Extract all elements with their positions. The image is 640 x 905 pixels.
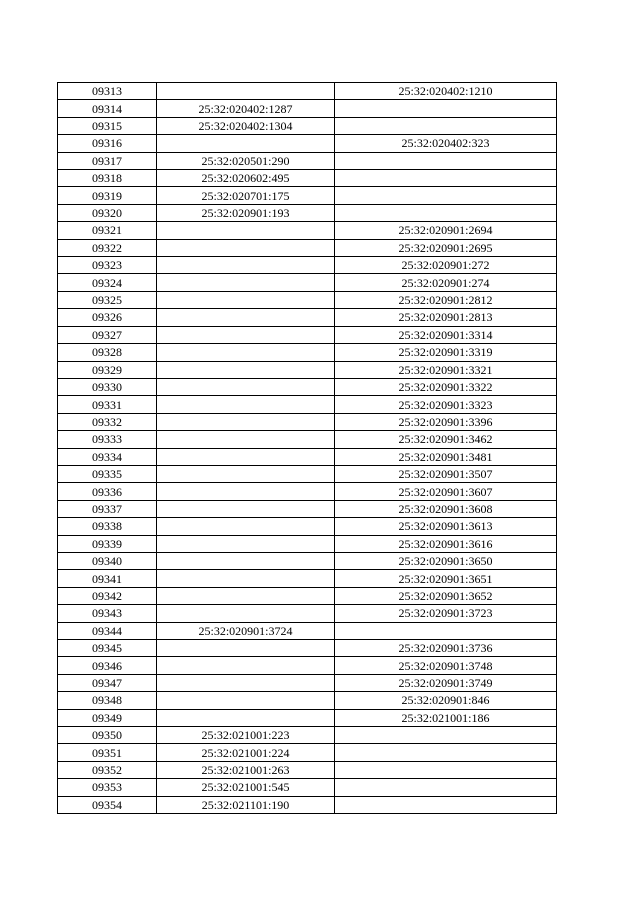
table-row: [58, 344, 557, 361]
row-number-cell: 09327: [58, 326, 157, 343]
row-number-cell: 09349: [58, 709, 157, 726]
row-number-cell: 09345: [58, 640, 157, 657]
cadastral-number-cell-b: 25:32:020901:3616: [335, 535, 557, 552]
row-number-cell: 09346: [58, 657, 157, 674]
cadastral-number-cell-a: 25:32:020701:175: [157, 187, 335, 204]
cadastral-number-cell-b: 25:32:020901:274: [335, 274, 557, 291]
cadastral-number-cell-b: 25:32:020901:3748: [335, 657, 557, 674]
cadastral-number-cell-a: [157, 518, 335, 535]
cadastral-number-cell-a: [157, 291, 335, 308]
cadastral-number-cell-b: 25:32:020402:323: [335, 135, 557, 152]
cadastral-number-cell-b: 25:32:020901:3319: [335, 344, 557, 361]
cadastral-number-cell-b: 25:32:020901:3608: [335, 500, 557, 517]
cadastral-number-cell-b: 25:32:020901:2812: [335, 291, 557, 308]
table-row: [58, 100, 557, 117]
cadastral-number-cell-b: [335, 100, 557, 117]
cadastral-number-cell-b: 25:32:020901:272: [335, 257, 557, 274]
cadastral-number-cell-b: [335, 170, 557, 187]
cadastral-number-cell-a: [157, 570, 335, 587]
cadastral-number-cell-a: [157, 709, 335, 726]
row-number-cell: 09319: [58, 187, 157, 204]
cadastral-number-cell-b: 25:32:020901:3723: [335, 605, 557, 622]
row-number-cell: 09313: [58, 83, 157, 100]
cadastral-number-cell-a: 25:32:021001:263: [157, 761, 335, 778]
table-row: [58, 465, 557, 482]
table-row: [58, 552, 557, 569]
table-row: [58, 257, 557, 274]
table-row: [58, 674, 557, 691]
cadastral-number-cell-a: 25:32:020402:1304: [157, 117, 335, 134]
cadastral-number-cell-b: 25:32:020901:3650: [335, 552, 557, 569]
cadastral-number-cell-a: [157, 361, 335, 378]
table-row: [58, 779, 557, 796]
cadastral-number-cell-a: [157, 640, 335, 657]
table-row: [58, 761, 557, 778]
row-number-cell: 09326: [58, 309, 157, 326]
table-row: [58, 727, 557, 744]
cadastral-number-cell-b: 25:32:020901:3321: [335, 361, 557, 378]
cadastral-number-cell-a: [157, 465, 335, 482]
cadastral-number-cell-b: 25:32:020901:3314: [335, 326, 557, 343]
cadastral-number-cell-b: [335, 727, 557, 744]
cadastral-number-cell-a: 25:32:021001:224: [157, 744, 335, 761]
cadastral-number-cell-b: 25:32:020901:3396: [335, 413, 557, 430]
cadastral-number-cell-a: 25:32:020901:193: [157, 204, 335, 221]
row-number-cell: 09321: [58, 222, 157, 239]
row-number-cell: 09348: [58, 692, 157, 709]
row-number-cell: 09314: [58, 100, 157, 117]
cadastral-number-cell-b: 25:32:020901:2695: [335, 239, 557, 256]
row-number-cell: 09351: [58, 744, 157, 761]
cadastral-number-cell-a: 25:32:020501:290: [157, 152, 335, 169]
cadastral-number-cell-b: [335, 622, 557, 639]
table-row: [58, 431, 557, 448]
cadastral-number-cell-b: 25:32:020901:3323: [335, 396, 557, 413]
cadastral-number-cell-b: 25:32:020901:846: [335, 692, 557, 709]
cadastral-number-cell-a: [157, 378, 335, 395]
cadastral-number-cell-a: 25:32:021001:545: [157, 779, 335, 796]
cadastral-number-cell-b: 25:32:020901:3507: [335, 465, 557, 482]
row-number-cell: 09315: [58, 117, 157, 134]
table-row: [58, 448, 557, 465]
table-row: [58, 309, 557, 326]
table-row: [58, 152, 557, 169]
table-row: [58, 692, 557, 709]
cadastral-number-cell-b: 25:32:020901:3749: [335, 674, 557, 691]
cadastral-number-cell-a: [157, 326, 335, 343]
row-number-cell: 09337: [58, 500, 157, 517]
table-row: [58, 622, 557, 639]
cadastral-number-cell-a: [157, 309, 335, 326]
table-row: [58, 239, 557, 256]
table-row: [58, 361, 557, 378]
cadastral-number-cell-b: [335, 744, 557, 761]
table-row: [58, 170, 557, 187]
row-number-cell: 09325: [58, 291, 157, 308]
cadastral-number-cell-b: 25:32:020901:3322: [335, 378, 557, 395]
row-number-cell: 09318: [58, 170, 157, 187]
cadastral-number-cell-a: [157, 535, 335, 552]
cadastral-number-cell-a: [157, 657, 335, 674]
table-row: [58, 640, 557, 657]
table-row: [58, 135, 557, 152]
cadastral-number-cell-a: 25:32:020402:1287: [157, 100, 335, 117]
cadastral-number-cell-a: [157, 587, 335, 604]
table-row: [58, 291, 557, 308]
row-number-cell: 09343: [58, 605, 157, 622]
cadastral-number-cell-b: [335, 796, 557, 813]
row-number-cell: 09322: [58, 239, 157, 256]
cadastral-number-cell-a: [157, 135, 335, 152]
row-number-cell: 09338: [58, 518, 157, 535]
table-row: [58, 605, 557, 622]
cadastral-number-table: [57, 82, 557, 814]
cadastral-number-cell-a: [157, 552, 335, 569]
table-row: [58, 396, 557, 413]
table-row: [58, 587, 557, 604]
row-number-cell: 09329: [58, 361, 157, 378]
table-row: [58, 657, 557, 674]
row-number-cell: 09333: [58, 431, 157, 448]
cadastral-number-cell-a: [157, 674, 335, 691]
row-number-cell: 09352: [58, 761, 157, 778]
cadastral-number-cell-a: [157, 396, 335, 413]
row-number-cell: 09339: [58, 535, 157, 552]
cadastral-number-cell-a: [157, 413, 335, 430]
cadastral-number-cell-b: [335, 761, 557, 778]
cadastral-number-cell-b: 25:32:020901:3462: [335, 431, 557, 448]
cadastral-number-cell-a: [157, 431, 335, 448]
cadastral-number-cell-b: 25:32:020901:3607: [335, 483, 557, 500]
cadastral-number-cell-b: [335, 779, 557, 796]
cadastral-number-cell-b: 25:32:020901:3613: [335, 518, 557, 535]
table-row: [58, 709, 557, 726]
cadastral-number-cell-b: 25:32:020901:3652: [335, 587, 557, 604]
cadastral-number-cell-a: [157, 605, 335, 622]
table-row: [58, 83, 557, 100]
row-number-cell: 09324: [58, 274, 157, 291]
cadastral-number-cell-b: 25:32:020901:2813: [335, 309, 557, 326]
row-number-cell: 09347: [58, 674, 157, 691]
row-number-cell: 09341: [58, 570, 157, 587]
row-number-cell: 09328: [58, 344, 157, 361]
cadastral-number-cell-a: [157, 448, 335, 465]
row-number-cell: 09320: [58, 204, 157, 221]
table-row: [58, 570, 557, 587]
cadastral-number-cell-a: 25:32:021101:190: [157, 796, 335, 813]
table-row: [58, 117, 557, 134]
cadastral-number-cell-b: 25:32:020901:3736: [335, 640, 557, 657]
table-row: [58, 378, 557, 395]
row-number-cell: 09344: [58, 622, 157, 639]
cadastral-number-cell-b: 25:32:020901:3651: [335, 570, 557, 587]
table-row: [58, 796, 557, 813]
cadastral-number-cell-b: 25:32:020402:1210: [335, 83, 557, 100]
cadastral-number-cell-a: [157, 257, 335, 274]
row-number-cell: 09335: [58, 465, 157, 482]
row-number-cell: 09350: [58, 727, 157, 744]
cadastral-number-cell-a: [157, 222, 335, 239]
table-row: [58, 326, 557, 343]
row-number-cell: 09342: [58, 587, 157, 604]
table-body: [58, 83, 557, 814]
cadastral-number-cell-a: [157, 83, 335, 100]
row-number-cell: 09316: [58, 135, 157, 152]
cadastral-number-cell-a: [157, 239, 335, 256]
cadastral-number-cell-a: [157, 274, 335, 291]
row-number-cell: 09354: [58, 796, 157, 813]
row-number-cell: 09332: [58, 413, 157, 430]
table-row: [58, 518, 557, 535]
cadastral-number-cell-a: 25:32:020602:495: [157, 170, 335, 187]
cadastral-number-cell-a: 25:32:021001:223: [157, 727, 335, 744]
table-row: [58, 274, 557, 291]
cadastral-number-cell-a: [157, 500, 335, 517]
table-row: [58, 187, 557, 204]
cadastral-number-cell-b: 25:32:021001:186: [335, 709, 557, 726]
cadastral-number-cell-b: [335, 204, 557, 221]
table-row: [58, 500, 557, 517]
row-number-cell: 09334: [58, 448, 157, 465]
table-row: [58, 535, 557, 552]
cadastral-number-cell-b: 25:32:020901:2694: [335, 222, 557, 239]
table-row: [58, 744, 557, 761]
cadastral-number-cell-b: [335, 152, 557, 169]
row-number-cell: 09353: [58, 779, 157, 796]
cadastral-number-cell-a: 25:32:020901:3724: [157, 622, 335, 639]
table-row: [58, 222, 557, 239]
row-number-cell: 09331: [58, 396, 157, 413]
table-row: [58, 204, 557, 221]
cadastral-number-cell-a: [157, 692, 335, 709]
cadastral-number-cell-b: [335, 187, 557, 204]
row-number-cell: 09323: [58, 257, 157, 274]
cadastral-number-cell-b: 25:32:020901:3481: [335, 448, 557, 465]
cadastral-number-cell-a: [157, 344, 335, 361]
row-number-cell: 09317: [58, 152, 157, 169]
row-number-cell: 09330: [58, 378, 157, 395]
table-row: [58, 413, 557, 430]
table-row: [58, 483, 557, 500]
cadastral-number-cell-b: [335, 117, 557, 134]
row-number-cell: 09340: [58, 552, 157, 569]
row-number-cell: 09336: [58, 483, 157, 500]
cadastral-number-cell-a: [157, 483, 335, 500]
